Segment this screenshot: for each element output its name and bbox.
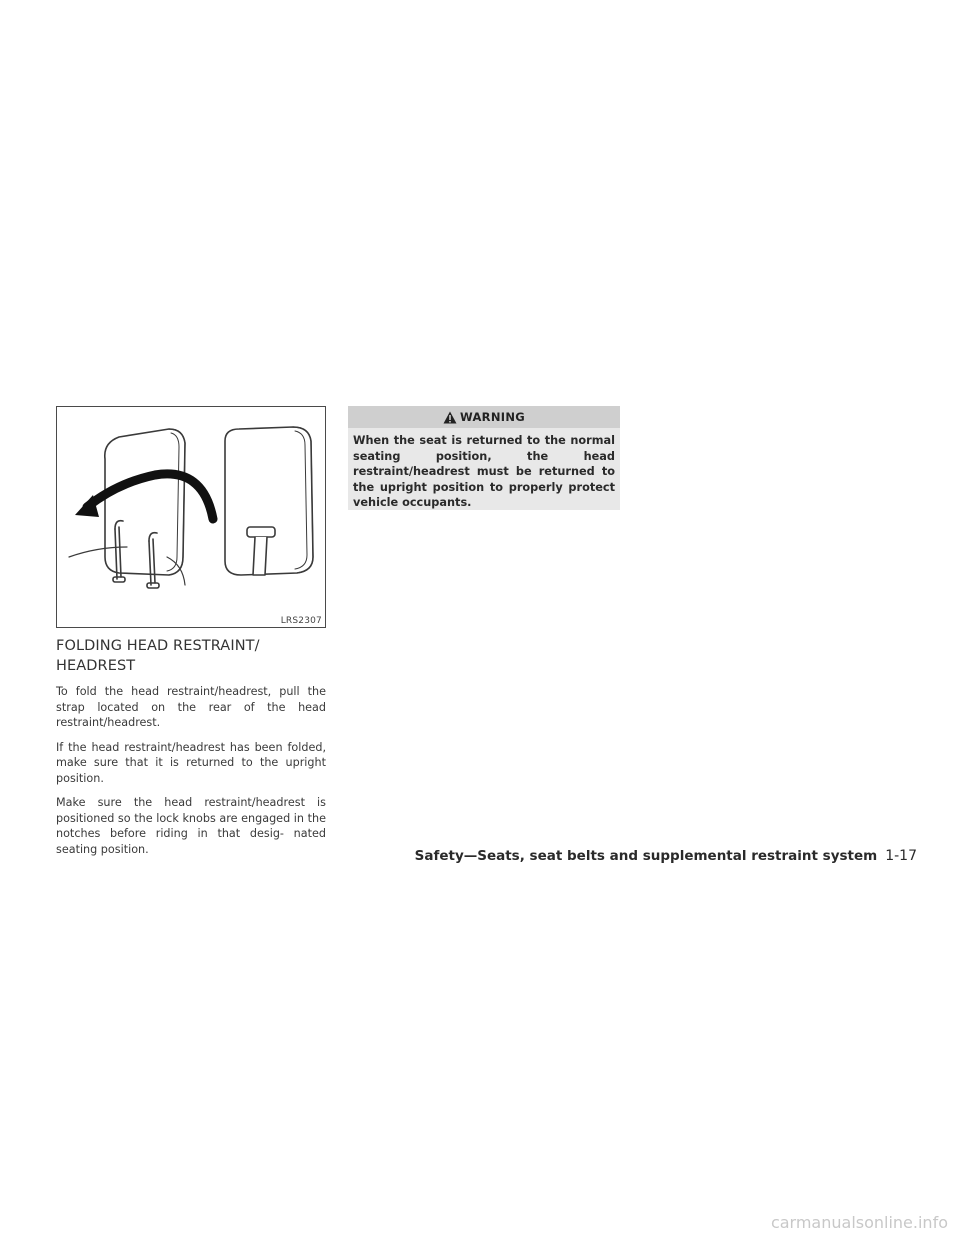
paragraph-2: If the head restraint/headrest has been folded, make sure that it is returned to the upright position. bbox=[56, 740, 326, 785]
page-number: 1-17 bbox=[885, 848, 917, 864]
section-body bbox=[56, 684, 326, 866]
paragraph-1: To fold the head restraint/headrest, pull the strap located on the rear of the head restraint/headrest. bbox=[56, 685, 326, 729]
warning-box bbox=[348, 406, 620, 510]
warning-header bbox=[348, 406, 620, 428]
page-footer bbox=[415, 848, 917, 864]
section-heading bbox=[56, 636, 336, 676]
warning-text: When the seat is returned to the normal seating position, the head restraint/headrest must be returned to the upright position to properly protect vehicle occupants. bbox=[353, 434, 615, 510]
footer-section-title: Safety—Seats, seat belts and supplemental restraint system bbox=[414, 848, 878, 864]
figure-code: LRS2307 bbox=[280, 616, 322, 626]
watermark: carmanualsonline.info bbox=[770, 1213, 948, 1232]
headrest-illustration bbox=[56, 406, 326, 628]
warning-title: WARNING bbox=[460, 410, 525, 424]
headrest-drawing bbox=[57, 407, 325, 627]
warning-triangle-icon bbox=[443, 411, 457, 424]
paragraph-3: Make sure the head restraint/headrest is positioned so the lock knobs are engaged in the notches before riding in that desig- nated seating position. bbox=[56, 796, 326, 856]
section-heading-line1: FOLDING HEAD RESTRAINT/ bbox=[56, 638, 260, 654]
section-heading-line2: HEADREST bbox=[56, 658, 136, 674]
